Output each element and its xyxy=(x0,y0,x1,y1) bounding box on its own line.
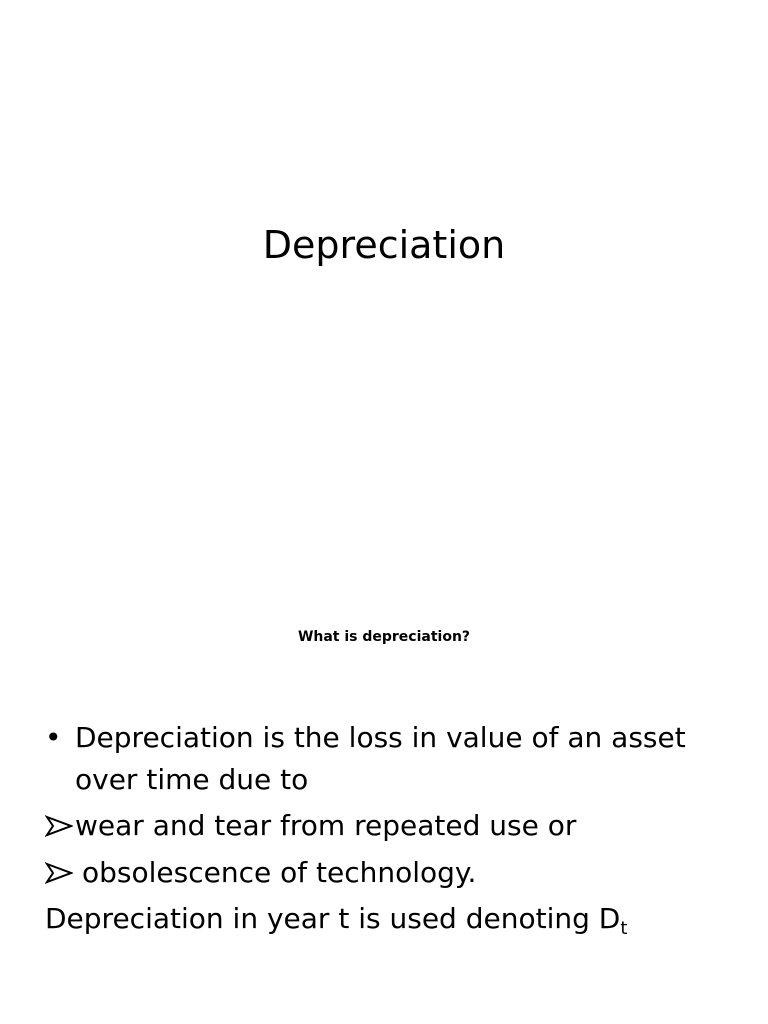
bullet-item-definition xyxy=(45,717,725,801)
slide-title: Depreciation xyxy=(262,223,506,267)
bullet-text: Depreciation is the loss in value of an asset over time due to xyxy=(75,721,686,796)
arrow-item-obsolescence xyxy=(45,852,725,894)
note-text: Depreciation in year t is used denoting D xyxy=(45,902,621,935)
arrow-item-text: wear and tear from repeated use or xyxy=(75,809,577,842)
bullet-dot: • xyxy=(45,721,62,754)
arrow-item-text: obsolescence of technology. xyxy=(82,856,477,889)
note-subscript: t xyxy=(620,918,628,939)
slide-subtitle: What is depreciation? xyxy=(297,629,471,645)
depreciation-note xyxy=(45,898,725,940)
arrow-bullet-icon xyxy=(45,815,73,837)
arrow-item-wear xyxy=(45,805,725,847)
arrow-bullet-icon xyxy=(45,862,73,884)
